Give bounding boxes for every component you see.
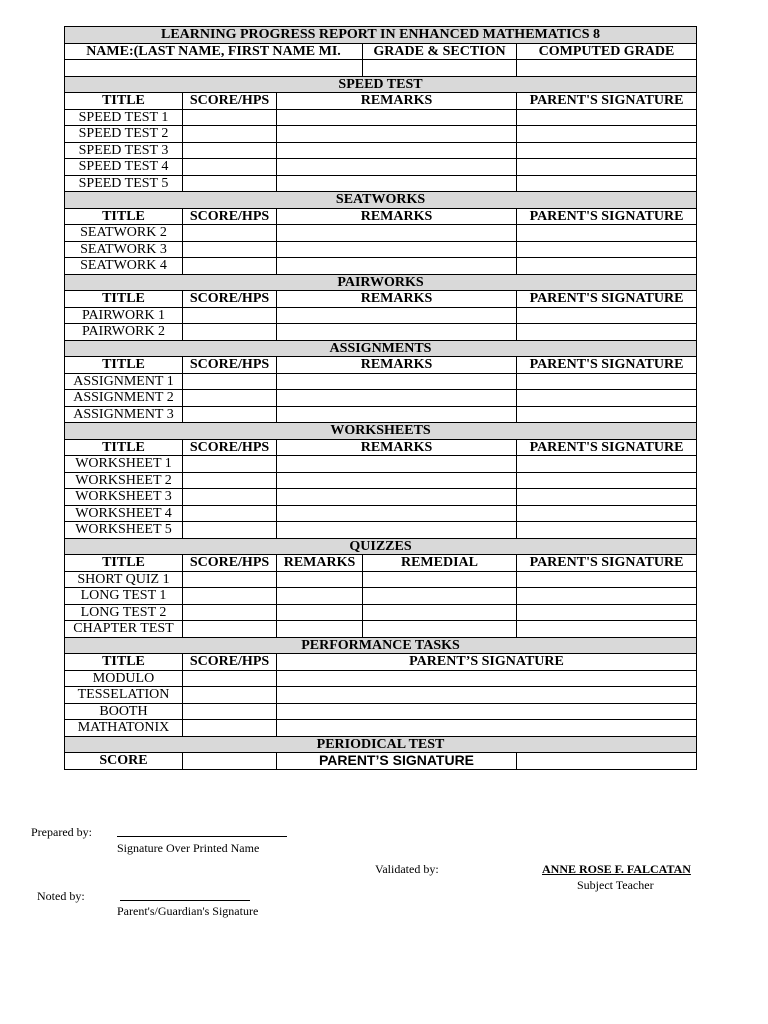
item-title: SEATWORK 3 <box>65 241 183 258</box>
section-heading: SPEED TEST <box>65 76 697 93</box>
table-row <box>65 522 697 539</box>
item-title: WORKSHEET 5 <box>65 522 183 539</box>
signature-cell[interactable] <box>517 225 697 242</box>
score-cell[interactable] <box>183 225 277 242</box>
grade-section-field[interactable] <box>363 60 517 77</box>
remarks-cell[interactable] <box>277 109 517 126</box>
table-row <box>65 720 697 737</box>
section-heading: PERIODICAL TEST <box>65 736 697 753</box>
column-header-score: SCORE/HPS <box>183 439 277 456</box>
signature-cell[interactable] <box>517 307 697 324</box>
section-heading: PERFORMANCE TASKS <box>65 637 697 654</box>
signature-cell[interactable] <box>517 588 697 605</box>
section-heading: SEATWORKS <box>65 192 697 209</box>
column-header-signature: PARENT'S SIGNATURE <box>517 291 697 308</box>
progress-report-table <box>64 26 697 770</box>
item-title: MATHATONIX <box>65 720 183 737</box>
computed-grade-field[interactable] <box>517 60 697 77</box>
table-row <box>65 406 697 423</box>
remedial-cell[interactable] <box>363 571 517 588</box>
remedial-cell[interactable] <box>363 588 517 605</box>
section-heading: QUIZZES <box>65 538 697 555</box>
item-title: LONG TEST 1 <box>65 588 183 605</box>
remarks-cell[interactable] <box>277 142 517 159</box>
table-row <box>65 604 697 621</box>
grade-section-header: GRADE & SECTION <box>363 43 517 60</box>
column-header-title: TITLE <box>65 208 183 225</box>
prepared-by-label: Prepared by: <box>31 825 92 839</box>
column-header-score: SCORE/HPS <box>183 291 277 308</box>
signature-cell[interactable] <box>517 109 697 126</box>
remarks-cell[interactable] <box>277 489 517 506</box>
table-row <box>65 456 697 473</box>
item-title: SPEED TEST 2 <box>65 126 183 143</box>
teacher-role: Subject Teacher <box>577 878 654 892</box>
column-header-score: SCORE/HPS <box>183 357 277 374</box>
item-title: SPEED TEST 4 <box>65 159 183 176</box>
computed-grade-header: COMPUTED GRADE <box>517 43 697 60</box>
column-header-remedial: REMEDIAL <box>363 555 517 572</box>
table-row <box>65 241 697 258</box>
column-header-signature: PARENT'S SIGNATURE <box>517 93 697 110</box>
column-header-remarks: REMARKS <box>277 357 517 374</box>
score-cell[interactable] <box>183 406 277 423</box>
column-header-title: TITLE <box>65 654 183 671</box>
score-cell[interactable] <box>183 670 277 687</box>
remarks-cell[interactable] <box>277 225 517 242</box>
remarks-cell[interactable] <box>277 505 517 522</box>
column-header-score: SCORE/HPS <box>183 555 277 572</box>
remarks-cell[interactable] <box>277 175 517 192</box>
remarks-cell[interactable] <box>277 307 517 324</box>
item-title: WORKSHEET 2 <box>65 472 183 489</box>
remarks-cell[interactable] <box>277 258 517 275</box>
column-header-title: TITLE <box>65 93 183 110</box>
item-title: BOOTH <box>65 703 183 720</box>
score-cell[interactable] <box>183 109 277 126</box>
item-title: MODULO <box>65 670 183 687</box>
remarks-cell[interactable] <box>277 241 517 258</box>
table-row <box>65 324 697 341</box>
item-title: WORKSHEET 4 <box>65 505 183 522</box>
remarks-cell[interactable] <box>277 571 363 588</box>
periodical-signature-cell[interactable] <box>517 753 697 770</box>
score-cell[interactable] <box>183 621 277 638</box>
signature-cell[interactable] <box>517 621 697 638</box>
signature-cell[interactable] <box>517 604 697 621</box>
score-cell[interactable] <box>183 456 277 473</box>
score-cell[interactable] <box>183 241 277 258</box>
item-title: PAIRWORK 2 <box>65 324 183 341</box>
column-header-signature: PARENT'S SIGNATURE <box>517 208 697 225</box>
table-row <box>65 687 697 704</box>
periodical-score-label: SCORE <box>65 753 183 770</box>
name-field[interactable] <box>65 60 363 77</box>
table-row <box>65 126 697 143</box>
score-cell[interactable] <box>183 390 277 407</box>
score-cell[interactable] <box>183 373 277 390</box>
periodical-signature-label: PARENT’S SIGNATURE <box>277 753 517 770</box>
score-cell[interactable] <box>183 505 277 522</box>
signature-cell[interactable] <box>517 505 697 522</box>
remarks-cell[interactable] <box>277 522 517 539</box>
column-header-title: TITLE <box>65 439 183 456</box>
score-cell[interactable] <box>183 258 277 275</box>
score-cell[interactable] <box>183 324 277 341</box>
signature-cell[interactable] <box>517 175 697 192</box>
signature-cell[interactable] <box>517 324 697 341</box>
table-row <box>65 588 697 605</box>
score-cell[interactable] <box>183 175 277 192</box>
table-row <box>65 670 697 687</box>
signature-cell[interactable] <box>277 703 697 720</box>
signature-cell[interactable] <box>277 687 697 704</box>
table-row <box>65 159 697 176</box>
item-title: ASSIGNMENT 2 <box>65 390 183 407</box>
noted-caption: Parent's/Guardian's Signature <box>117 904 259 918</box>
column-header-title: TITLE <box>65 291 183 308</box>
score-cell[interactable] <box>183 472 277 489</box>
teacher-name: ANNE ROSE F. FALCATAN <box>542 862 691 876</box>
column-header-title: TITLE <box>65 555 183 572</box>
item-title: ASSIGNMENT 1 <box>65 373 183 390</box>
table-row <box>65 307 697 324</box>
column-header-remarks: REMARKS <box>277 93 517 110</box>
item-title: SPEED TEST 3 <box>65 142 183 159</box>
item-title: LONG TEST 2 <box>65 604 183 621</box>
item-title: SPEED TEST 1 <box>65 109 183 126</box>
table-row <box>65 621 697 638</box>
column-header-title: TITLE <box>65 357 183 374</box>
table-row <box>65 109 697 126</box>
table-row <box>65 373 697 390</box>
table-row <box>65 225 697 242</box>
table-row <box>65 390 697 407</box>
prepared-caption: Signature Over Printed Name <box>117 841 260 855</box>
score-cell[interactable] <box>183 604 277 621</box>
remarks-cell[interactable] <box>277 604 363 621</box>
remarks-cell[interactable] <box>277 588 363 605</box>
item-title: SPEED TEST 5 <box>65 175 183 192</box>
table-row <box>65 258 697 275</box>
table-row <box>65 489 697 506</box>
item-title: SEATWORK 4 <box>65 258 183 275</box>
signature-cell[interactable] <box>277 670 697 687</box>
table-row <box>65 505 697 522</box>
score-cell[interactable] <box>183 142 277 159</box>
remarks-cell[interactable] <box>277 472 517 489</box>
table-row <box>65 175 697 192</box>
item-title: ASSIGNMENT 3 <box>65 406 183 423</box>
table-row <box>65 703 697 720</box>
table-row <box>65 472 697 489</box>
item-title: TESSELATION <box>65 687 183 704</box>
score-cell[interactable] <box>183 522 277 539</box>
column-header-remarks: REMARKS <box>277 439 517 456</box>
score-cell[interactable] <box>183 571 277 588</box>
section-heading: WORKSHEETS <box>65 423 697 440</box>
signature-cell[interactable] <box>517 406 697 423</box>
remarks-cell[interactable] <box>277 621 363 638</box>
remarks-cell[interactable] <box>277 324 517 341</box>
column-header-signature: PARENT'S SIGNATURE <box>517 357 697 374</box>
section-heading: ASSIGNMENTS <box>65 340 697 357</box>
signature-cell[interactable] <box>517 126 697 143</box>
validated-by-label: Validated by: <box>375 862 439 876</box>
remarks-cell[interactable] <box>277 390 517 407</box>
column-header-score: SCORE/HPS <box>183 93 277 110</box>
item-title: PAIRWORK 1 <box>65 307 183 324</box>
signature-cell[interactable] <box>277 720 697 737</box>
signature-cell[interactable] <box>517 489 697 506</box>
score-cell[interactable] <box>183 126 277 143</box>
section-heading: PAIRWORKS <box>65 274 697 291</box>
remarks-cell[interactable] <box>277 373 517 390</box>
noted-signature-line[interactable] <box>120 900 250 901</box>
periodical-score-cell[interactable] <box>183 753 277 770</box>
column-header-signature: PARENT’S SIGNATURE <box>277 654 697 671</box>
remarks-cell[interactable] <box>277 406 517 423</box>
signature-cell[interactable] <box>517 472 697 489</box>
column-header-remarks: REMARKS <box>277 291 517 308</box>
signature-cell[interactable] <box>517 142 697 159</box>
score-cell[interactable] <box>183 703 277 720</box>
signature-cell[interactable] <box>517 390 697 407</box>
column-header-score: SCORE/HPS <box>183 654 277 671</box>
score-cell[interactable] <box>183 307 277 324</box>
signature-cell[interactable] <box>517 571 697 588</box>
column-header-signature: PARENT'S SIGNATURE <box>517 439 697 456</box>
column-header-remarks: REMARKS <box>277 208 517 225</box>
remedial-cell[interactable] <box>363 604 517 621</box>
name-header: NAME:(LAST NAME, FIRST NAME MI. <box>65 43 363 60</box>
signature-cell[interactable] <box>517 522 697 539</box>
score-cell[interactable] <box>183 687 277 704</box>
item-title: SHORT QUIZ 1 <box>65 571 183 588</box>
signature-cell[interactable] <box>517 241 697 258</box>
signature-cell[interactable] <box>517 258 697 275</box>
remarks-cell[interactable] <box>277 159 517 176</box>
score-cell[interactable] <box>183 159 277 176</box>
item-title: WORKSHEET 3 <box>65 489 183 506</box>
column-header-score: SCORE/HPS <box>183 208 277 225</box>
score-cell[interactable] <box>183 489 277 506</box>
remarks-cell[interactable] <box>277 456 517 473</box>
table-row <box>65 142 697 159</box>
item-title: SEATWORK 2 <box>65 225 183 242</box>
signature-cell[interactable] <box>517 159 697 176</box>
item-title: CHAPTER TEST <box>65 621 183 638</box>
column-header-signature: PARENT'S SIGNATURE <box>517 555 697 572</box>
remarks-cell[interactable] <box>277 126 517 143</box>
remedial-cell[interactable] <box>363 621 517 638</box>
signature-cell[interactable] <box>517 373 697 390</box>
column-header-remarks: REMARKS <box>277 555 363 572</box>
report-title: LEARNING PROGRESS REPORT IN ENHANCED MATHEMATICS 8 <box>65 27 697 44</box>
table-row <box>65 571 697 588</box>
item-title: WORKSHEET 1 <box>65 456 183 473</box>
signature-cell[interactable] <box>517 456 697 473</box>
score-cell[interactable] <box>183 588 277 605</box>
score-cell[interactable] <box>183 720 277 737</box>
prepared-signature-line[interactable] <box>117 836 287 837</box>
noted-by-label: Noted by: <box>37 889 85 903</box>
